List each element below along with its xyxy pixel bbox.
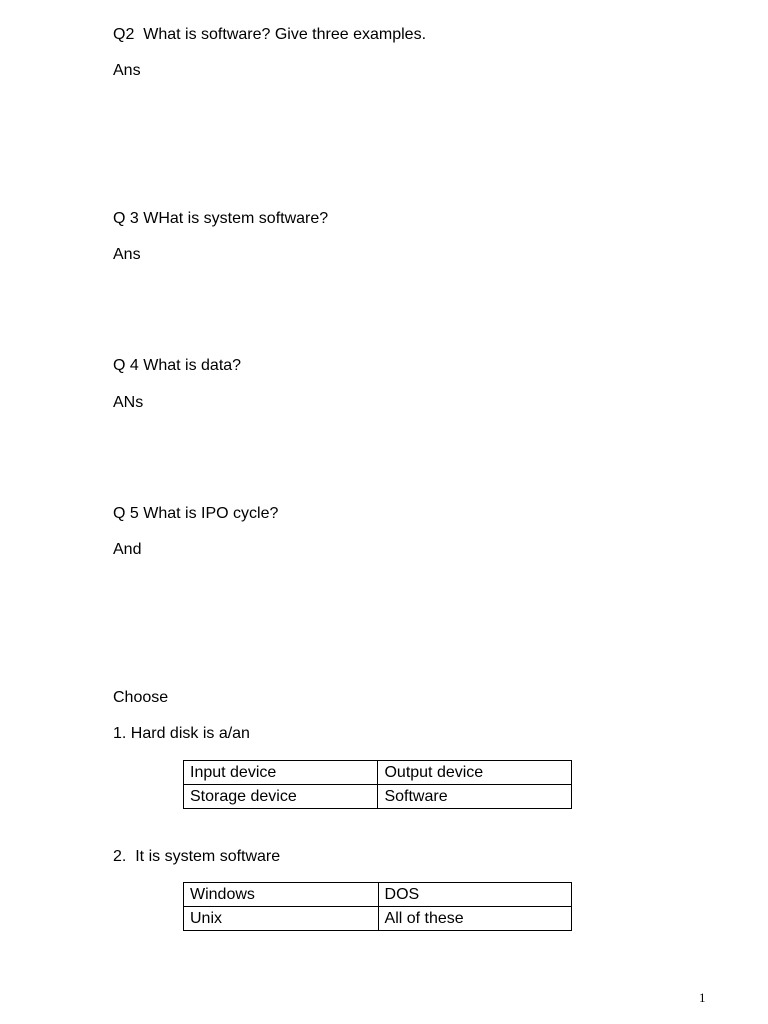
mcq-2-option-b: DOS — [378, 883, 571, 907]
mcq-2-option-a: Windows — [184, 883, 379, 907]
mcq-1-option-d: Software — [378, 785, 572, 809]
mcq-1-option-c: Storage device — [184, 785, 378, 809]
question-2: Q2 What is software? Give three examples. — [113, 26, 427, 43]
answer-label-2: Ans — [113, 62, 141, 79]
answer-label-3: Ans — [113, 246, 141, 263]
question-4: Q 4 What is data? — [113, 357, 242, 374]
question-3: Q 3 WHat is system software? — [113, 210, 329, 227]
table-row — [184, 907, 572, 931]
page-number: 1 — [699, 990, 706, 1005]
mcq-1-options-table — [183, 760, 572, 809]
question-5: Q 5 What is IPO cycle? — [113, 505, 279, 522]
table-row — [184, 785, 572, 809]
answer-label-5: And — [113, 541, 142, 558]
mcq-2-prompt: 2. It is system software — [113, 848, 281, 865]
mcq-1-prompt: 1. Hard disk is a/an — [113, 725, 250, 742]
mcq-2-option-d: All of these — [378, 907, 571, 931]
table-row — [184, 883, 572, 907]
choose-heading: Choose — [113, 689, 169, 706]
answer-label-4: ANs — [113, 394, 144, 411]
mcq-2-options-table — [183, 882, 572, 931]
mcq-2-option-c: Unix — [184, 907, 379, 931]
mcq-1-option-b: Output device — [378, 761, 572, 785]
mcq-1-option-a: Input device — [184, 761, 378, 785]
table-row — [184, 761, 572, 785]
